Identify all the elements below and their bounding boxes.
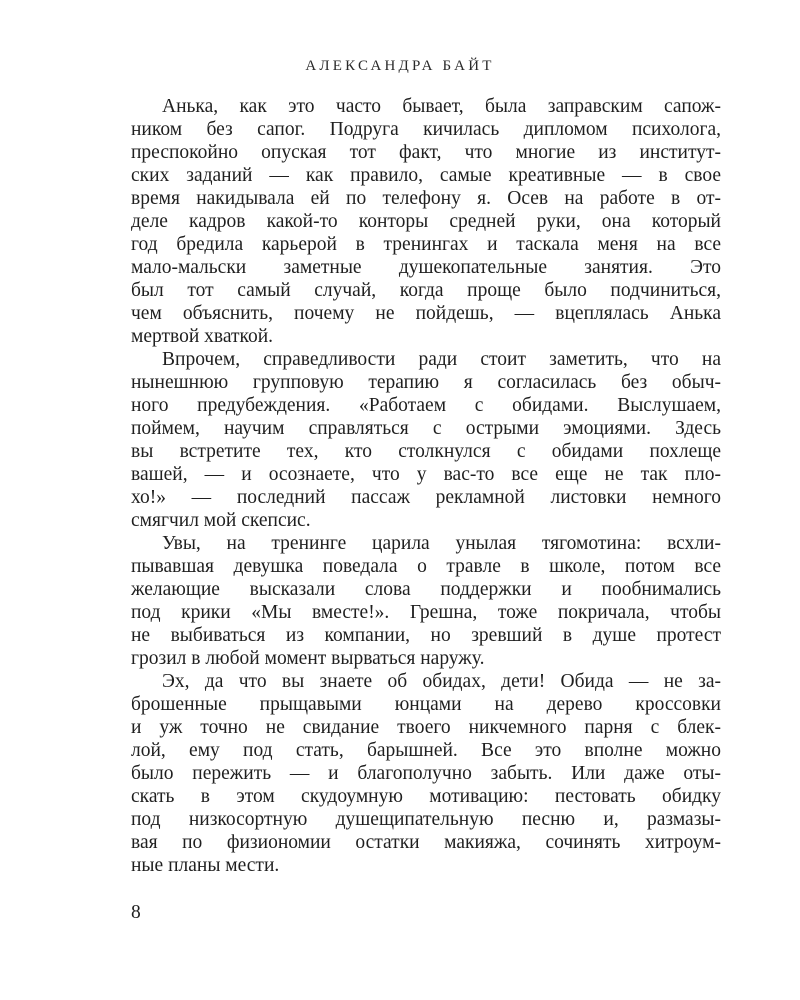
- text-line: ные планы мести.: [131, 855, 280, 876]
- text-line: преспокойно опуская тот факт, что многие из институт-: [131, 142, 721, 163]
- text-line: чем объяснить, почему не пойдешь, — вцеплялась Анька: [131, 303, 721, 324]
- paragraph: [131, 348, 721, 532]
- text-line: вашей, — и осознаете, что у вас-то все еще не так пло-: [131, 464, 721, 485]
- text-line: под крики «Мы вместе!». Грешна, тоже покричала, чтобы: [131, 602, 721, 623]
- running-head: АЛЕКСАНДРА БАЙТ: [305, 58, 495, 74]
- text-line: ником без сапог. Подруга кичилась дипломом психолога,: [131, 119, 721, 140]
- text-line: вы встретите тех, кто столкнулся с обидами похлеще: [131, 441, 721, 462]
- text-line: было пережить — и благополучно забыть. Или даже оты-: [131, 763, 721, 784]
- text-line: Анька, как это часто бывает, была заправским сапож-: [162, 96, 721, 117]
- text-line: Впрочем, справедливости ради стоит заметить, что на: [162, 349, 721, 370]
- text-line: ного предубеждения. «Работаем с обидами. Выслушаем,: [131, 395, 721, 416]
- text-line: Эх, да что вы знаете об обидах, дети! Обида — не за-: [162, 671, 721, 692]
- text-line: брошенные прыщавыми юнцами на дерево кроссовки: [131, 694, 721, 715]
- text-line: время накидывала ей по телефону я. Осев на работе в от-: [131, 188, 721, 209]
- text-line: не выбиваться из компании, но зревший в душе протест: [131, 625, 721, 646]
- text-line: под низкосортную душещипательную песню и, размазы-: [131, 809, 721, 830]
- text-line: вая по физиономии остатки макияжа, сочинять хитроум-: [131, 832, 721, 853]
- body-text: [131, 95, 721, 877]
- page-number: 8: [131, 902, 141, 923]
- text-line: мало-мальски заметные душекопательные занятия. Это: [131, 257, 721, 278]
- text-line: год бредила карьерой в тренингах и таскала меня на все: [131, 234, 721, 255]
- text-line: хо!» — последний пассаж рекламной листовки немного: [131, 487, 721, 508]
- text-line: желающие высказали слова поддержки и пообнимались: [131, 579, 721, 600]
- paragraph: [131, 95, 721, 348]
- text-line: мертвой хваткой.: [131, 326, 274, 347]
- text-line: ских заданий — как правило, самые креативные — в свое: [131, 165, 721, 186]
- text-line: деле кадров какой-то конторы средней руки, она который: [131, 211, 721, 232]
- text-line: грозил в любой момент вырваться наружу.: [131, 648, 485, 669]
- text-line: смягчил мой скепсис.: [131, 510, 311, 531]
- text-line: пывавшая девушка поведала о травле в школе, потом все: [131, 556, 721, 577]
- text-line: скать в этом скудоумную мотивацию: пестовать обидку: [131, 786, 721, 807]
- paragraph: [131, 532, 721, 670]
- text-line: нынешнюю групповую терапию я согласилась без обыч-: [131, 372, 721, 393]
- text-line: Увы, на тренинге царила унылая тягомотина: всхли-: [162, 533, 721, 554]
- paragraph: [131, 670, 721, 877]
- text-line: лой, ему под стать, барышней. Все это вполне можно: [131, 740, 721, 761]
- text-line: и уж точно не свидание твоего никчемного парня с блек-: [131, 717, 721, 738]
- text-line: поймем, научим справляться с острыми эмоциями. Здесь: [131, 418, 721, 439]
- text-line: был тот самый случай, когда проще было подчиниться,: [131, 280, 721, 301]
